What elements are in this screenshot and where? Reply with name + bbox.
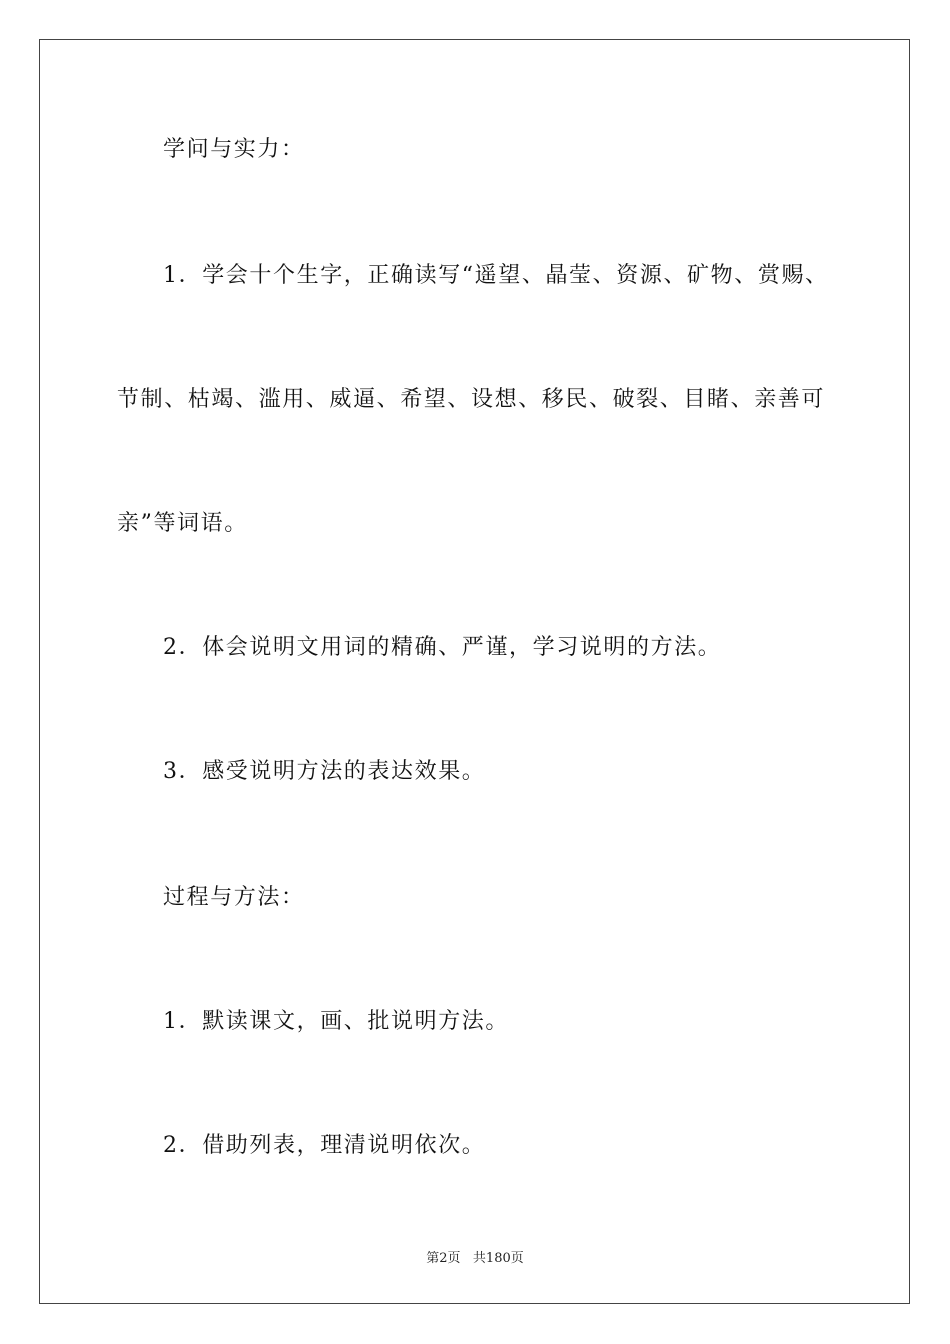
paragraph-line: 节制、枯竭、滥用、威逼、希望、设想、移民、破裂、目睹、亲善可 — [117, 387, 826, 412]
paragraph-line: 1．默读课文，画、批说明方法。 — [163, 1009, 509, 1034]
page-border — [39, 39, 910, 1304]
section-heading-process: 过程与方法： — [163, 885, 305, 910]
paragraph-line: 2．借助列表，理清说明依次。 — [163, 1133, 486, 1158]
section-heading-knowledge: 学问与实力： — [163, 137, 305, 162]
page-number-footer: 第2页 共180页 — [426, 1251, 524, 1266]
paragraph-line: 1．学会十个生字，正确读写“遥望、晶莹、资源、矿物、赏赐、 — [163, 263, 829, 288]
paragraph-line: 2．体会说明文用词的精确、严谨，学习说明的方法。 — [163, 635, 722, 660]
paragraph-line: 亲”等词语。 — [117, 511, 248, 536]
paragraph-line: 3．感受说明方法的表达效果。 — [163, 759, 486, 784]
